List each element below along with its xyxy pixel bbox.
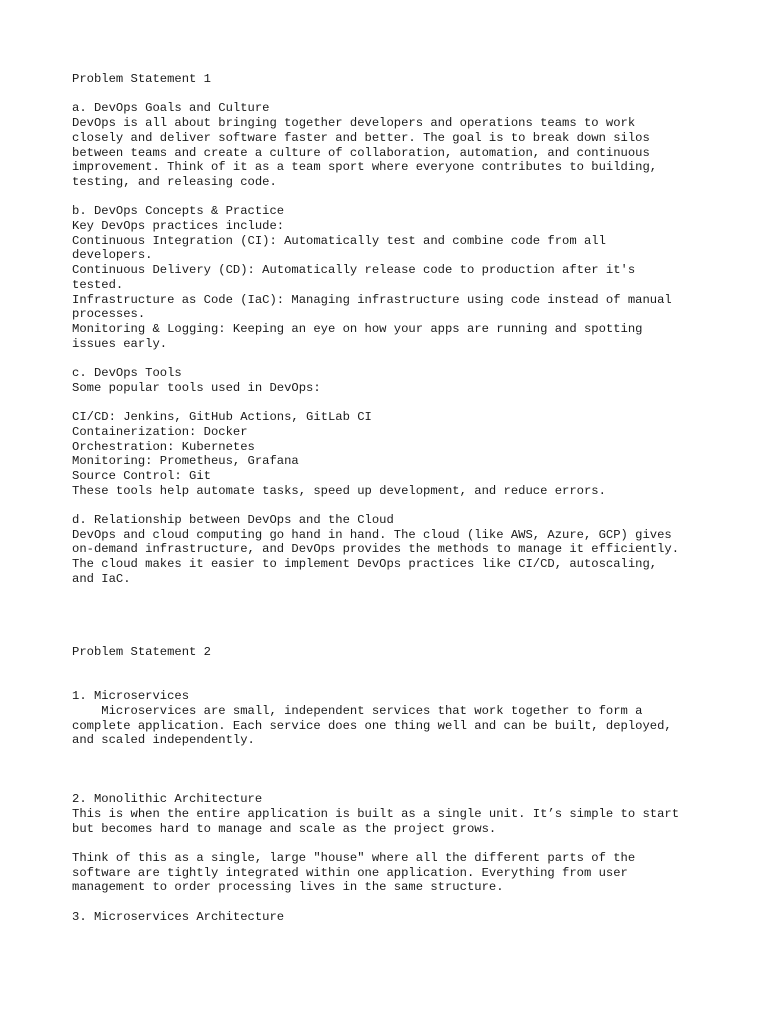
blank-line [72, 631, 732, 646]
text-line: Continuous Integration (CI): Automatically test and combine code from all [72, 233, 606, 248]
text-line: management to order processing lives in the same structure. [72, 880, 504, 895]
text-line: software are tightly integrated within one application. Everything from user [72, 865, 628, 880]
text-line: Infrastructure as Code (IaC): Managing infrastructure using code instead of manual [72, 292, 672, 307]
blank-line [72, 763, 732, 778]
blank-line [72, 190, 732, 205]
text-line: testing, and releasing code. [72, 174, 277, 189]
text-line: Some popular tools used in DevOps: [72, 380, 321, 395]
blank-line [72, 748, 732, 763]
blank-line [72, 351, 732, 366]
blank-line [72, 836, 732, 851]
text-line: complete application. Each service does one thing well and can be built, deployed, [72, 718, 672, 733]
text-line: Source Control: Git [72, 468, 211, 483]
text-line: Orchestration: Kubernetes [72, 439, 255, 454]
blank-line [72, 587, 732, 602]
text-line: Microservices are small, independent services that work together to form a [72, 704, 643, 719]
text-line: and scaled independently. [72, 733, 255, 748]
blank-line [72, 87, 732, 102]
blank-line [72, 675, 732, 690]
blank-line [72, 616, 732, 631]
text-line: between teams and create a culture of collaboration, automation, and continuous [72, 145, 650, 160]
text-line: 1. Microservices [72, 689, 190, 704]
text-line: c. DevOps Tools [72, 366, 182, 381]
text-line: developers. [72, 248, 153, 263]
blank-line [72, 660, 732, 675]
text-line: DevOps is all about bringing together developers and operations teams to work [72, 116, 636, 131]
text-line: Problem Statement 2 [72, 645, 211, 660]
document-page [72, 72, 732, 925]
text-line: CI/CD: Jenkins, GitHub Actions, GitLab CI [72, 410, 372, 425]
text-line: d. Relationship between DevOps and the Cloud [72, 513, 394, 528]
text-line: on-demand infrastructure, and DevOps provides the methods to manage it efficiently. [72, 542, 680, 557]
text-line: DevOps and cloud computing go hand in hand. The cloud (like AWS, Azure, GCP) gives [72, 527, 672, 542]
text-line: The cloud makes it easier to implement DevOps practices like CI/CD, autoscaling, [72, 557, 658, 572]
text-line: This is when the entire application is built as a single unit. It’s simple to start [72, 806, 680, 821]
text-line: and IaC. [72, 571, 131, 586]
blank-line [72, 778, 732, 793]
text-line: These tools help automate tasks, speed up development, and reduce errors. [72, 483, 606, 498]
text-line: Containerization: Docker [72, 424, 248, 439]
text-line: Continuous Delivery (CD): Automatically release code to production after it's [72, 263, 636, 278]
text-line: but becomes hard to manage and scale as the project grows. [72, 821, 497, 836]
text-line: issues early. [72, 336, 168, 351]
text-line: Monitoring & Logging: Keeping an eye on how your apps are running and spotting [72, 321, 643, 336]
text-line: b. DevOps Concepts & Practice [72, 204, 285, 219]
text-line: Problem Statement 1 [72, 72, 211, 86]
blank-line [72, 895, 732, 910]
text-line: Monitoring: Prometheus, Grafana [72, 454, 299, 469]
blank-line [72, 601, 732, 616]
text-line: a. DevOps Goals and Culture [72, 101, 270, 116]
text-line: Think of this as a single, large "house" where all the different parts of the [72, 851, 636, 866]
blank-line [72, 395, 732, 410]
blank-line [72, 498, 732, 513]
text-line: tested. [72, 277, 124, 292]
text-line: 3. Microservices Architecture [72, 909, 285, 924]
text-line: 2. Monolithic Architecture [72, 792, 263, 807]
text-line: closely and deliver software faster and better. The goal is to break down silos [72, 130, 650, 145]
text-line: Key DevOps practices include: [72, 219, 285, 233]
text-line: processes. [72, 307, 146, 322]
text-line: improvement. Think of it as a team sport where everyone contributes to building, [72, 160, 658, 175]
